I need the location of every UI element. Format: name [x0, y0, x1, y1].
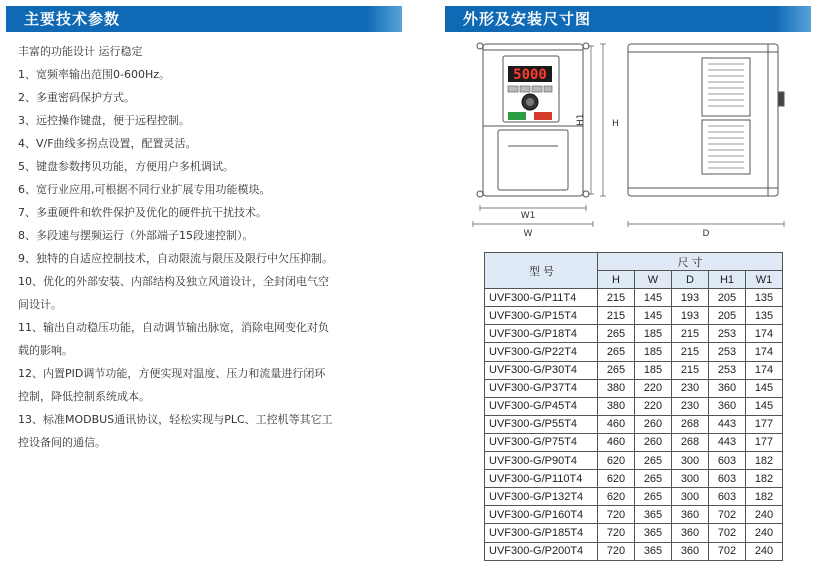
header-model: 型 号 — [485, 253, 598, 289]
cell-h: 380 — [598, 379, 635, 397]
cell-w: 220 — [635, 397, 672, 415]
cell-w1: 240 — [746, 542, 783, 560]
cell-h1: 253 — [709, 325, 746, 343]
table-row — [485, 343, 783, 361]
header-w: W — [635, 271, 672, 289]
cell-h1: 603 — [709, 470, 746, 488]
cell-d: 215 — [672, 361, 709, 379]
stop-button-icon — [534, 112, 552, 120]
cell-h1: 702 — [709, 506, 746, 524]
vent-grille-bottom — [702, 120, 750, 174]
spec-item: 控制，降低控制系统成本。 — [18, 390, 150, 403]
spec-section-title: 主要技术参数 — [24, 10, 121, 28]
table-row — [485, 524, 783, 542]
table-row — [485, 379, 783, 397]
cell-h: 720 — [598, 542, 635, 560]
cell-model: UVF300-G/P37T4 — [485, 379, 598, 397]
cell-h1: 443 — [709, 415, 746, 433]
cell-d: 193 — [672, 289, 709, 307]
cell-d: 230 — [672, 397, 709, 415]
cell-d: 360 — [672, 506, 709, 524]
cell-w: 265 — [635, 470, 672, 488]
header-w1: W1 — [746, 271, 783, 289]
spec-item: 13、标准MODBUS通讯协议，轻松实现与PLC、工控机等其它工 — [18, 413, 333, 426]
cell-model: UVF300-G/P200T4 — [485, 542, 598, 560]
cell-d: 360 — [672, 524, 709, 542]
cell-h: 265 — [598, 361, 635, 379]
dim-label-w: W — [523, 229, 533, 239]
table-row — [485, 506, 783, 524]
cell-h: 620 — [598, 452, 635, 470]
cell-model: UVF300-G/P45T4 — [485, 397, 598, 415]
cell-h: 265 — [598, 325, 635, 343]
table-header-row — [485, 253, 783, 271]
cell-h: 460 — [598, 415, 635, 433]
dimension-section-title: 外形及安装尺寸图 — [463, 10, 592, 28]
table-row — [485, 470, 783, 488]
cell-w: 145 — [635, 289, 672, 307]
mount-hole-icon — [477, 43, 483, 49]
spec-item: 3、远控操作键盘，便于远程控制。 — [18, 114, 190, 127]
table-row — [485, 325, 783, 343]
cell-model: UVF300-G/P30T4 — [485, 361, 598, 379]
spec-item: 2、多重密码保护方式。 — [18, 91, 135, 104]
cell-h: 265 — [598, 343, 635, 361]
table-row — [485, 415, 783, 433]
cell-w1: 145 — [746, 397, 783, 415]
spec-item: 载的影响。 — [18, 344, 73, 357]
cell-d: 215 — [672, 325, 709, 343]
cell-w1: 240 — [746, 524, 783, 542]
cell-w1: 182 — [746, 452, 783, 470]
cell-w1: 177 — [746, 415, 783, 433]
dim-label-h: H — [612, 119, 619, 129]
cell-h1: 360 — [709, 379, 746, 397]
spec-item: 11、输出自动稳压功能，自动调节输出脉宽，消除电网变化对负 — [18, 321, 329, 334]
table-row — [485, 307, 783, 325]
spec-item: 1、宽频率输出范围0-600Hz。 — [18, 68, 171, 81]
cell-h1: 702 — [709, 542, 746, 560]
cell-w: 260 — [635, 433, 672, 451]
cell-model: UVF300-G/P75T4 — [485, 433, 598, 451]
cell-model: UVF300-G/P22T4 — [485, 343, 598, 361]
cell-w: 260 — [635, 415, 672, 433]
spec-item: 控设备间的通信。 — [18, 436, 106, 449]
cell-w1: 182 — [746, 488, 783, 506]
cell-w1: 174 — [746, 325, 783, 343]
cell-h: 720 — [598, 524, 635, 542]
cell-model: UVF300-G/P110T4 — [485, 470, 598, 488]
keypad-button-icon — [532, 86, 542, 92]
cell-h1: 253 — [709, 361, 746, 379]
mount-hole-icon — [477, 191, 483, 197]
dimension-section-header — [445, 6, 811, 32]
table-body — [485, 289, 783, 560]
header-h1: H1 — [709, 271, 746, 289]
table-row — [485, 488, 783, 506]
cell-w: 365 — [635, 524, 672, 542]
spec-item: 7、多重硬件和软件保护及优化的硬件抗干扰技术。 — [18, 206, 267, 219]
dim-label-w1: W1 — [520, 211, 536, 221]
cell-w: 365 — [635, 506, 672, 524]
table-row — [485, 452, 783, 470]
spec-item: 8、多段速与摆频运行（外部端子15段速控制）。 — [18, 229, 254, 242]
spec-item: 6、宽行业应用,可根据不同行业扩展专用功能模块。 — [18, 183, 271, 196]
table-row — [485, 542, 783, 560]
cell-model: UVF300-G/P185T4 — [485, 524, 598, 542]
cell-w: 365 — [635, 542, 672, 560]
cell-h1: 702 — [709, 524, 746, 542]
cell-d: 300 — [672, 488, 709, 506]
dim-label-d: D — [702, 229, 710, 239]
table-row — [485, 397, 783, 415]
cell-model: UVF300-G/P160T4 — [485, 506, 598, 524]
cell-h1: 603 — [709, 488, 746, 506]
cell-d: 300 — [672, 470, 709, 488]
cell-d: 268 — [672, 415, 709, 433]
cell-model: UVF300-G/P18T4 — [485, 325, 598, 343]
spec-list — [18, 40, 398, 454]
cell-w1: 174 — [746, 343, 783, 361]
cell-h: 215 — [598, 307, 635, 325]
cell-w: 185 — [635, 325, 672, 343]
cell-w: 145 — [635, 307, 672, 325]
cell-model: UVF300-G/P15T4 — [485, 307, 598, 325]
cell-w: 265 — [635, 452, 672, 470]
keypad-button-icon — [520, 86, 530, 92]
cell-w: 185 — [635, 361, 672, 379]
header-accent — [775, 6, 811, 32]
vent-grille-top — [702, 58, 750, 116]
cell-model: UVF300-G/P90T4 — [485, 452, 598, 470]
header-h: H — [598, 271, 635, 289]
cell-model: UVF300-G/P132T4 — [485, 488, 598, 506]
cell-w1: 174 — [746, 361, 783, 379]
cell-d: 230 — [672, 379, 709, 397]
table-row — [485, 433, 783, 451]
table-row — [485, 361, 783, 379]
run-button-icon — [508, 112, 526, 120]
cell-h1: 360 — [709, 397, 746, 415]
spec-item: 9、独特的自适应控制技术，自动限流与限压及限行中欠压抑制。 — [18, 252, 333, 265]
led-display-value: 5000 — [513, 67, 547, 83]
cell-w: 265 — [635, 488, 672, 506]
cell-h1: 205 — [709, 307, 746, 325]
dimension-drawing — [458, 36, 808, 241]
cell-model: UVF300-G/P11T4 — [485, 289, 598, 307]
spec-intro: 丰富的功能设计 运行稳定 — [18, 45, 143, 58]
cell-h1: 603 — [709, 452, 746, 470]
cell-w1: 177 — [746, 433, 783, 451]
spec-item: 12、内置PID调节功能，方便实现对温度、压力和流量进行闭环 — [18, 367, 326, 380]
spec-item: 4、V/F曲线多拐点设置，配置灵活。 — [18, 137, 197, 150]
cell-model: UVF300-G/P55T4 — [485, 415, 598, 433]
cell-h: 720 — [598, 506, 635, 524]
dimension-table — [484, 252, 783, 561]
cell-w: 185 — [635, 343, 672, 361]
spec-item: 5、键盘参数拷贝功能，方便用户多机调试。 — [18, 160, 234, 173]
cell-h: 620 — [598, 470, 635, 488]
cell-h: 215 — [598, 289, 635, 307]
cell-h: 620 — [598, 488, 635, 506]
cell-d: 193 — [672, 307, 709, 325]
header-d: D — [672, 271, 709, 289]
keypad-button-icon — [544, 86, 552, 92]
cell-d: 268 — [672, 433, 709, 451]
spec-item: 间设计。 — [18, 298, 62, 311]
cell-w1: 135 — [746, 307, 783, 325]
cell-h1: 253 — [709, 343, 746, 361]
cell-h1: 443 — [709, 433, 746, 451]
cell-d: 215 — [672, 343, 709, 361]
cell-h: 380 — [598, 397, 635, 415]
header-size: 尺 寸 — [598, 253, 783, 271]
cell-d: 360 — [672, 542, 709, 560]
cell-w1: 145 — [746, 379, 783, 397]
header-accent — [366, 6, 402, 32]
cell-d: 300 — [672, 452, 709, 470]
spec-section-header — [6, 6, 402, 32]
cell-h: 460 — [598, 433, 635, 451]
cell-w: 220 — [635, 379, 672, 397]
table-row — [485, 289, 783, 307]
dim-label-h1: H1 — [576, 113, 586, 126]
cell-w1: 182 — [746, 470, 783, 488]
cell-h1: 205 — [709, 289, 746, 307]
spec-item: 10、优化的外部安装、内部结构及独立风道设计，全封闭电气空 — [18, 275, 329, 288]
cell-w1: 240 — [746, 506, 783, 524]
keypad-button-icon — [508, 86, 518, 92]
cell-w1: 135 — [746, 289, 783, 307]
